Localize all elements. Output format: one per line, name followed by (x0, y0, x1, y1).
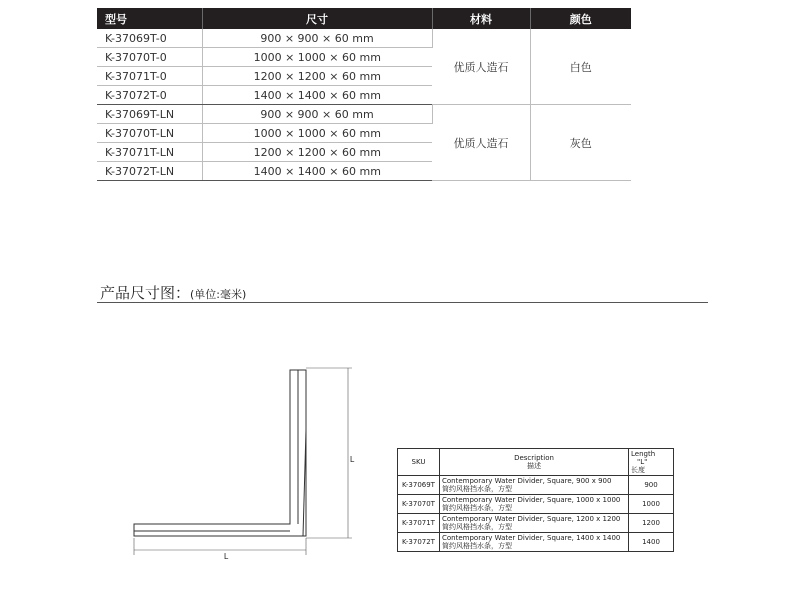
description-header-cn: 描述 (527, 462, 541, 470)
size-cell: 1400 × 1400 × 60 mm (202, 162, 432, 181)
size-cell: 1200 × 1200 × 60 mm (202, 67, 432, 86)
material-cell: 优质人造石 (432, 29, 530, 105)
description-cell (440, 495, 629, 514)
dimension-label-horizontal: L (224, 552, 229, 560)
header-material: 材料 (432, 8, 530, 29)
length-cell: 1200 (629, 514, 674, 533)
size-cell: 900 × 900 × 60 mm (202, 105, 432, 124)
description-header (440, 449, 629, 476)
description-en: Contemporary Water Divider, Square, 1000 x 1000 (442, 496, 621, 504)
length-header-en: Length (631, 450, 656, 458)
sku-table (397, 448, 674, 552)
sku-cell: K-37070T (398, 495, 440, 514)
length-cell: 1000 (629, 495, 674, 514)
description-en: Contemporary Water Divider, Square, 1200 x 1200 (442, 515, 621, 523)
dimension-label-vertical: L (350, 455, 355, 464)
unit-note: (单位:毫米) (190, 288, 247, 301)
model-cell: K-37070T-LN (97, 124, 202, 143)
description-cn: 简约风格挡水条，方型 (442, 523, 512, 531)
model-cell: K-37072T-0 (97, 86, 202, 105)
description-en: Contemporary Water Divider, Square, 1400 x 1400 (442, 534, 621, 542)
table-row (398, 476, 674, 495)
model-cell: K-37069T-0 (97, 29, 202, 48)
table-row (398, 495, 674, 514)
header-color: 颜色 (530, 8, 631, 29)
spec-table (97, 8, 631, 181)
dimension-title: 产品尺寸图： (100, 284, 191, 302)
sku-cell: K-37071T (398, 514, 440, 533)
length-header-mark: "L" (637, 458, 648, 466)
description-cn: 简约风格挡水条，方型 (442, 504, 512, 512)
sku-cell: K-37072T (398, 533, 440, 552)
description-cell (440, 476, 629, 495)
model-cell: K-37071T-0 (97, 67, 202, 86)
description-en: Contemporary Water Divider, Square, 900 x 900 (442, 477, 612, 485)
size-cell: 1000 × 1000 × 60 mm (202, 124, 432, 143)
model-cell: K-37071T-LN (97, 143, 202, 162)
color-cell: 灰色 (530, 105, 631, 181)
dimension-heading (100, 282, 246, 303)
section-divider (97, 302, 708, 303)
model-cell: K-37070T-0 (97, 48, 202, 67)
model-cell: K-37069T-LN (97, 105, 202, 124)
color-cell: 白色 (530, 29, 631, 105)
header-model: 型号 (97, 8, 202, 29)
table-row (398, 514, 674, 533)
length-header-cn: 长度 (631, 466, 645, 474)
size-cell: 1000 × 1000 × 60 mm (202, 48, 432, 67)
header-size: 尺寸 (202, 8, 432, 29)
profile-outline (134, 370, 306, 536)
description-header-en: Description (514, 454, 554, 462)
description-cn: 简约风格挡水条，方型 (442, 485, 512, 493)
model-cell: K-37072T-LN (97, 162, 202, 181)
table-row (97, 29, 631, 48)
size-cell: 900 × 900 × 60 mm (202, 29, 432, 48)
sku-header: SKU (398, 449, 440, 476)
sku-cell: K-37069T (398, 476, 440, 495)
description-cell (440, 514, 629, 533)
size-cell: 1200 × 1200 × 60 mm (202, 143, 432, 162)
length-cell: 1400 (629, 533, 674, 552)
length-cell: 900 (629, 476, 674, 495)
divider-drawing (120, 360, 370, 560)
size-cell: 1400 × 1400 × 60 mm (202, 86, 432, 105)
table-row (398, 533, 674, 552)
length-header (629, 449, 674, 476)
sku-header-row (398, 449, 674, 476)
table-row (97, 105, 631, 124)
spec-header-row (97, 8, 631, 29)
description-cn: 简约风格挡水条，方型 (442, 542, 512, 550)
description-cell (440, 533, 629, 552)
material-cell: 优质人造石 (432, 105, 530, 181)
